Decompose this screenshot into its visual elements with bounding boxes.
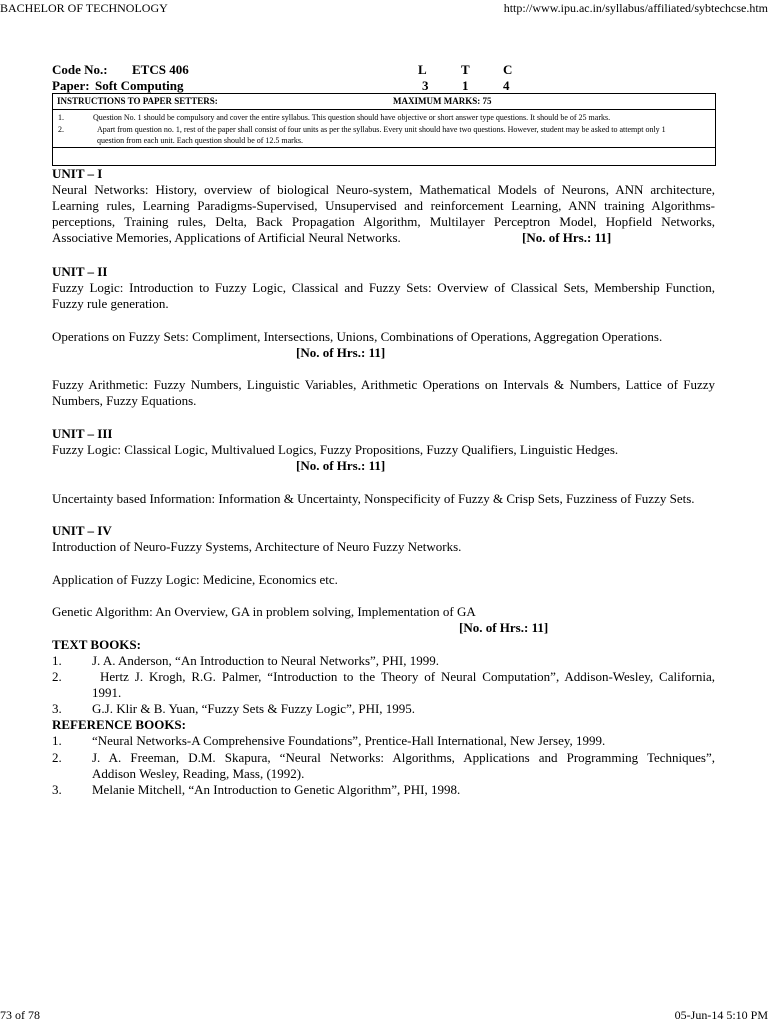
ltc-value-l: 3 <box>422 78 429 93</box>
unit-2-paragraph-1 <box>52 280 715 312</box>
unit-4-paragraph-3: Genetic Algorithm: An Overview, GA in problem solving, Implementation of GA <box>52 604 476 619</box>
reference-book-2-line-2: Addison Wesley, Reading, Mass, (1992). <box>92 766 305 781</box>
reference-book-2 <box>92 750 715 782</box>
code-label: Code No.: <box>52 62 108 77</box>
unit-1-line-4: Associative Memories, Applications of Artificial Neural Networks. <box>52 230 401 245</box>
print-header-title: BACHELOR OF TECHNOLOGY <box>0 1 168 15</box>
unit-2-p1-line-1: Fuzzy Logic: Introduction to Fuzzy Logic, Classical and Fuzzy Sets: Overview of Classical Sets, Membership Function, <box>52 280 715 295</box>
text-book-1: J. A. Anderson, “An Introduction to Neural Networks”, PHI, 1999. <box>92 653 439 668</box>
unit-2-p1-line-2: Fuzzy rule generation. <box>52 296 169 311</box>
text-book-3: G.J. Klir & B. Yuan, “Fuzzy Sets & Fuzzy Logic”, PHI, 1995. <box>92 701 416 716</box>
unit-2-title: UNIT – II <box>52 264 108 279</box>
unit-4-title: UNIT – IV <box>52 523 112 538</box>
text-book-num-2: 2. <box>52 669 62 684</box>
paper-label: Paper: <box>52 78 90 93</box>
instruction-num-2: 2. <box>58 125 64 134</box>
print-header-url: http://www.ipu.ac.in/syllabus/affiliated/sybtechcse.htm <box>503 1 768 15</box>
text-book-2-line-1: Hertz J. Krogh, R.G. Palmer, “Introduction to the Theory of Neural Computation”, Addison-Wesley, California, <box>100 669 715 684</box>
unit-2-paragraph-2: Operations on Fuzzy Sets: Compliment, Intersections, Unions, Combinations of Operations, Aggregation Operations. <box>52 329 663 344</box>
unit-4-hours: [No. of Hrs.: 11] <box>459 620 549 635</box>
instruction-text-2-line-2: question from each unit. Each question should be of 12.5 marks. <box>97 136 303 145</box>
code-value: ETCS 406 <box>132 62 189 77</box>
instructions-empty-row <box>52 147 716 166</box>
text-book-2 <box>92 669 715 701</box>
maximum-marks: MAXIMUM MARKS: 75 <box>393 96 492 106</box>
text-book-num-3: 3. <box>52 701 62 716</box>
instruction-text-2-line-1: Apart from question no. 1, rest of the paper shall consist of four units as per the syllabus. Every unit should have two questions. However, student may be asked to attempt only 1 <box>97 125 666 134</box>
reference-book-3: Melanie Mitchell, “An Introduction to Genetic Algorithm”, PHI, 1998. <box>92 782 461 797</box>
unit-4-paragraph-1: Introduction of Neuro-Fuzzy Systems, Architecture of Neuro Fuzzy Networks. <box>52 539 462 554</box>
unit-3-title: UNIT – III <box>52 426 113 441</box>
print-footer-page: 73 of 78 <box>0 1008 40 1022</box>
instructions-title: INSTRUCTIONS TO PAPER SETTERS: <box>57 96 218 106</box>
unit-2-hours: [No. of Hrs.: 11] <box>296 345 386 360</box>
ltc-header-t: T <box>461 62 470 77</box>
ltc-value-c: 4 <box>503 78 510 93</box>
unit-3-hours: [No. of Hrs.: 11] <box>296 458 386 473</box>
unit-1-line-2: Learning rules, Learning Paradigms-Supervised, Unsupervised and reinforcement Learning, ANN training Algorithms- <box>52 198 715 213</box>
instruction-num-1: 1. <box>58 113 64 122</box>
ltc-header-c: C <box>503 62 513 77</box>
ltc-value-t: 1 <box>462 78 469 93</box>
unit-3-paragraph-1: Fuzzy Logic: Classical Logic, Multivalued Logics, Fuzzy Propositions, Fuzzy Qualifiers, Linguistic Hedges. <box>52 442 619 457</box>
reference-books-title: REFERENCE BOOKS: <box>52 717 186 732</box>
text-books-title: TEXT BOOKS: <box>52 637 141 652</box>
unit-2-p3-line-2: Numbers, Fuzzy Equations. <box>52 393 197 408</box>
reference-book-num-3: 3. <box>52 782 62 797</box>
reference-book-num-2: 2. <box>52 750 62 765</box>
print-footer-datetime: 05-Jun-14 5:10 PM <box>674 1008 768 1022</box>
unit-1-title: UNIT – I <box>52 166 103 181</box>
reference-book-2-line-1: J. A. Freeman, D.M. Skapura, “Neural Networks: Algorithms, Applications and Programming Techniques”, <box>92 750 715 765</box>
text-book-2-line-2: 1991. <box>92 685 122 700</box>
unit-2-paragraph-3 <box>52 377 715 409</box>
reference-book-num-1: 1. <box>52 733 62 748</box>
text-book-num-1: 1. <box>52 653 62 668</box>
unit-2-p3-line-1: Fuzzy Arithmetic: Fuzzy Numbers, Linguistic Variables, Arithmetic Operations on Intervals & Numbers, Lattice of Fuzzy <box>52 377 715 392</box>
unit-1-content <box>52 182 715 246</box>
reference-book-1: “Neural Networks-A Comprehensive Foundations”, Prentice-Hall International, New Jersey, 1999. <box>92 733 606 748</box>
instruction-text-1: Question No. 1 should be compulsory and cover the entire syllabus. This question should have objective or short answer type questions. It should be of 25 marks. <box>93 113 611 122</box>
unit-4-paragraph-2: Application of Fuzzy Logic: Medicine, Economics etc. <box>52 572 338 587</box>
unit-1-line-1: Neural Networks: History, overview of biological Neuro-system, Mathematical Models of Neurons, ANN architecture, <box>52 182 715 197</box>
unit-3-paragraph-2: Uncertainty based Information: Information & Uncertainty, Nonspecificity of Fuzzy & Crisp Sets, Fuzziness of Fuzzy Sets. <box>52 491 695 506</box>
unit-1-line-3: perceptions, Training rules, Delta, Back Propagation Algorithm, Multilayer Perceptron Model, Hopfield Networks, <box>52 214 715 229</box>
instructions-body-row <box>52 109 716 148</box>
ltc-header-l: L <box>418 62 427 77</box>
instructions-header-row <box>52 93 716 110</box>
paper-value: Soft Computing <box>95 78 184 93</box>
unit-1-hours: [No. of Hrs.: 11] <box>522 230 612 245</box>
